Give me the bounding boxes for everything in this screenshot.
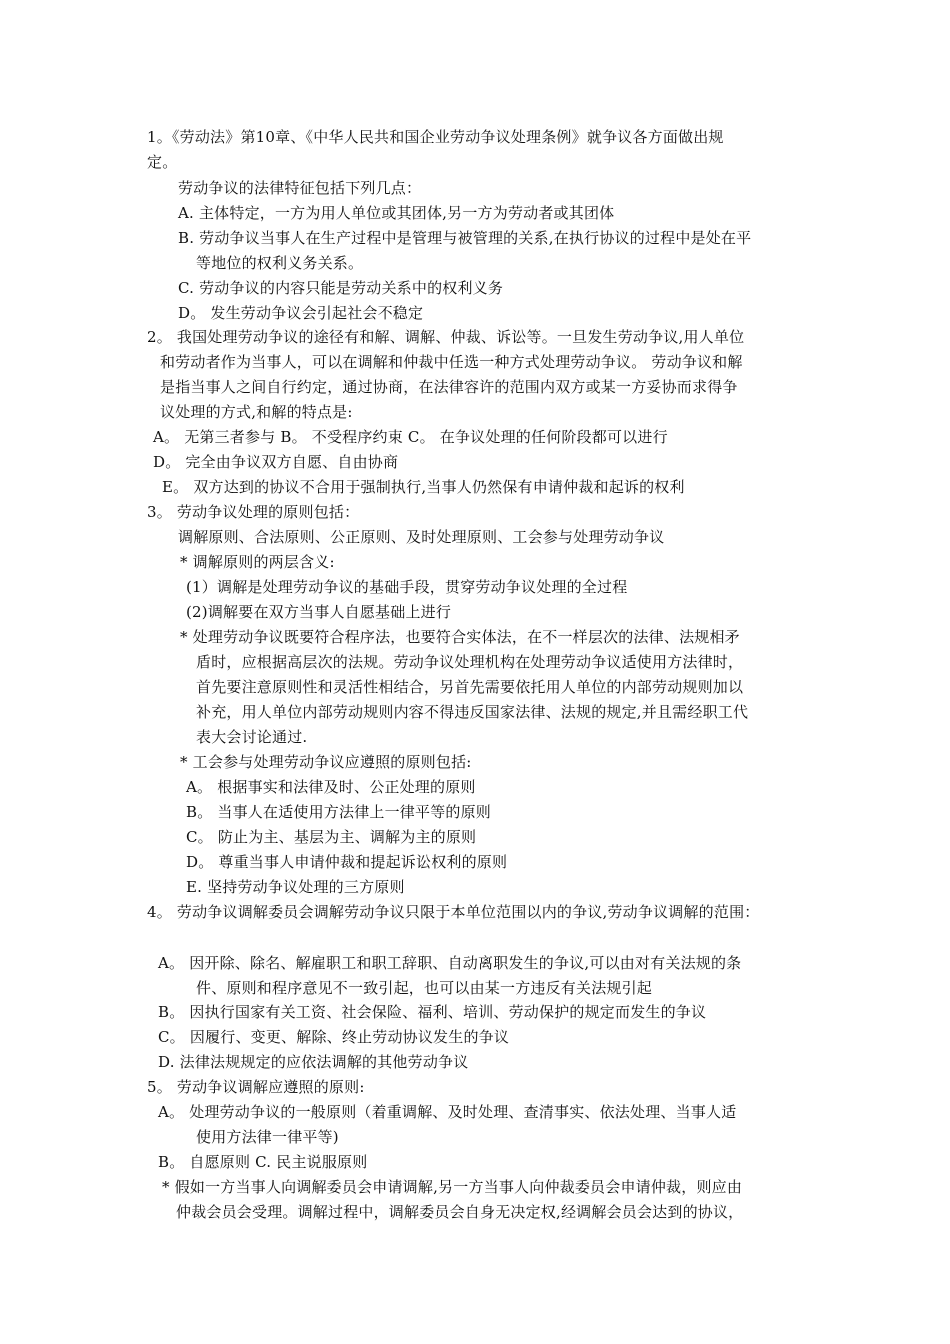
text-line: B. 劳动争议当事人在生产过程中是管理与被管理的关系,在执行协议的过程中是处在平	[178, 229, 752, 247]
text-line: D。 完全由争议双方自愿、自由协商	[153, 453, 399, 471]
text-line: 调解原则、合法原则、公正原则、及时处理原则、工会参与处理劳动争议	[178, 528, 665, 546]
text-line: * 假如一方当事人向调解委员会申请调解,另一方当事人向仲裁委员会申请仲裁，则应由	[162, 1178, 743, 1196]
text-line: (1）调解是处理劳动争议的基础手段，贯穿劳动争议处理的全过程	[186, 578, 628, 596]
text-line: 盾时，应根据高层次的法规。劳动争议处理机构在处理劳动争议适使用方法律时，	[196, 653, 744, 671]
text-line: 4。 劳动争议调解委员会调解劳动争议只限于本单位范围以内的争议,劳动争议调解的范围：	[147, 903, 760, 921]
text-line: 件、原则和程序意见不一致引起，也可以由某一方违反有关法规引起	[196, 979, 653, 997]
text-line: D。 发生劳动争议会引起社会不稳定	[178, 304, 424, 322]
text-line: C。 防止为主、基层为主、调解为主的原则	[186, 828, 477, 846]
text-line: B。 因执行国家有关工资、社会保险、福利、培训、劳动保护的规定而发生的争议	[158, 1003, 707, 1021]
text-line: 2。 我国处理劳动争议的途径有和解、调解、仲裁、诉讼等。一旦发生劳动争议,用人单位	[147, 328, 745, 346]
text-line: (2)调解要在双方当事人自愿基础上进行	[186, 603, 452, 621]
text-line: 补充，用人单位内部劳动规则内容不得违反国家法律、法规的规定,并且需经职工代	[196, 703, 749, 721]
text-line: D. 法律法规规定的应依法调解的其他劳动争议	[158, 1053, 469, 1071]
text-line: 1。《劳动法》第10章、《中华人民共和国企业劳动争议处理条例》就争议各方面做出规	[147, 128, 724, 146]
text-line: 首先要注意原则性和灵活性相结合，另首先需要依托用人单位的内部劳动规则加以	[196, 678, 744, 696]
text-line: 5。 劳动争议调解应遵照的原则:	[147, 1078, 365, 1096]
text-line: * 工会参与处理劳动争议应遵照的原则包括:	[180, 753, 472, 771]
text-line: B。 自愿原则 C. 民主说服原则	[158, 1153, 368, 1171]
text-line: A。 因开除、除名、解雇职工和职工辞职、自动离职发生的争议,可以由对有关法规的条	[158, 954, 742, 972]
text-line: 3。 劳动争议处理的原则包括：	[147, 503, 360, 521]
text-line: 议处理的方式,和解的特点是:	[160, 403, 353, 421]
text-line: C. 劳动争议的内容只能是劳动关系中的权利义务	[178, 279, 504, 297]
text-line: A。 无第三者参与 B。 不受程序约束 C。 在争议处理的任何阶段都可以进行	[153, 428, 668, 446]
text-line: 劳动争议的法律特征包括下列几点：	[178, 179, 422, 197]
text-line: * 调解原则的两层含义:	[180, 553, 335, 571]
text-line: 仲裁会员会受理。调解过程中，调解委员会自身无决定权,经调解会员会达到的协议，	[176, 1203, 744, 1221]
text-line: 定。	[147, 153, 178, 171]
text-line: C。 因履行、变更、解除、终止劳动协议发生的争议	[158, 1028, 510, 1046]
text-line: * 处理劳动争议既要符合程序法，也要符合实体法，在不一样层次的法律、法规相矛	[180, 628, 740, 646]
text-line: 和劳动者作为当事人，可以在调解和仲裁中任选一种方式处理劳动争议。 劳动争议和解	[160, 353, 743, 371]
text-line: 表大会讨论通过.	[196, 728, 308, 746]
text-line: E。 双方达到的协议不合用于强制执行,当事人仍然保有申请仲裁和起诉的权利	[162, 478, 685, 496]
text-line: 是指当事人之间自行约定，通过协商，在法律容许的范围内双方或某一方妥协而求得争	[160, 378, 738, 396]
text-line: B。 当事人在适使用方法律上一律平等的原则	[186, 803, 491, 821]
text-line: A. 主体特定，一方为用人单位或其团体,另一方为劳动者或其团体	[178, 204, 615, 222]
text-line: 使用方法律一律平等)	[196, 1128, 339, 1146]
text-line: 等地位的权利义务关系。	[196, 254, 364, 272]
text-line: A。 根据事实和法律及时、公正处理的原则	[186, 778, 476, 796]
text-line: D。 尊重当事人申请仲裁和提起诉讼权利的原则	[186, 853, 508, 871]
text-line: E. 坚持劳动争议处理的三方原则	[186, 878, 405, 896]
text-line: A。 处理劳动争议的一般原则（着重调解、及时处理、查清事实、依法处理、当事人适	[158, 1103, 737, 1121]
